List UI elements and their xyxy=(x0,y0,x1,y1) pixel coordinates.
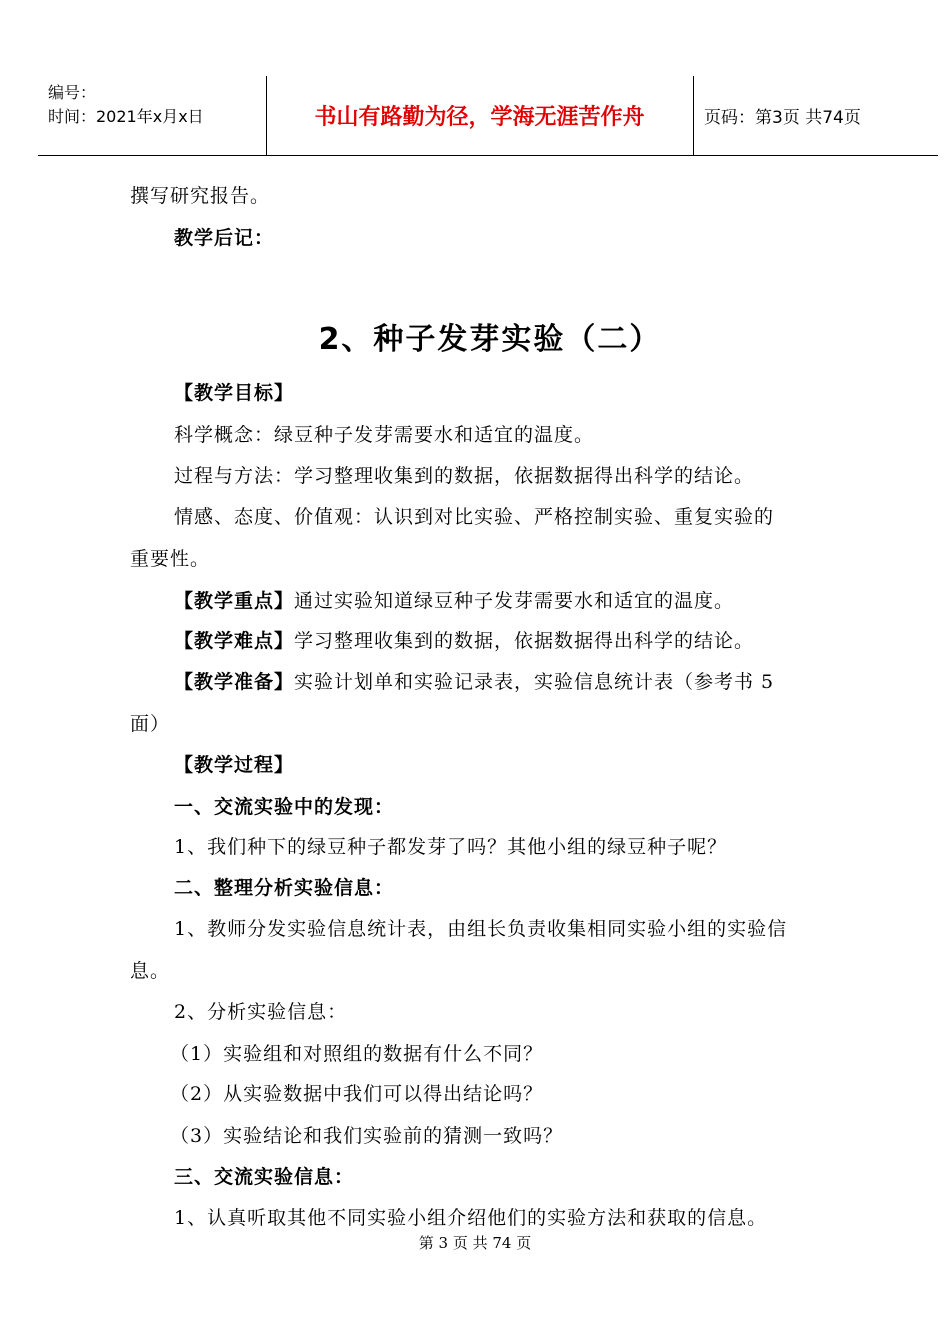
list-item: 2、分析实验信息： xyxy=(174,1001,348,1023)
list-item: 1、我们种下的绿豆种子都发芽了吗？其他小组的绿豆种子呢？ xyxy=(174,836,728,858)
goal-item: 过程与方法：学习整理收集到的数据，依据数据得出科学的结论。 xyxy=(174,465,755,487)
goals-heading: 【教学目标】 xyxy=(174,382,295,404)
process-heading: 【教学过程】 xyxy=(174,754,295,776)
goal-item-continued: 重要性。 xyxy=(130,548,211,570)
question-item: （3）实验结论和我们实验前的猜测一致吗？ xyxy=(170,1125,564,1147)
key-heading: 【教学重点】 xyxy=(174,590,295,612)
goal-item: 科学概念：绿豆种子发芽需要水和适宜的温度。 xyxy=(174,424,595,446)
section-heading: 一、交流实验中的发现： xyxy=(174,796,395,818)
preparation-heading: 【教学准备】 xyxy=(174,671,295,693)
list-item: 1、教师分发实验信息统计表，由组长负责收集相同实验小组的实验信 xyxy=(174,918,788,940)
header-left-cell xyxy=(38,76,266,155)
number-label: 编号： xyxy=(48,83,97,102)
section-heading: 三、交流实验信息： xyxy=(174,1166,355,1188)
header-motto: 书山有路勤为径，学海无涯苦作舟 xyxy=(314,105,645,130)
question-item: （1）实验组和对照组的数据有什么不同？ xyxy=(170,1043,544,1065)
section-heading: 二、整理分析实验信息： xyxy=(174,877,395,899)
list-item: 1、认真听取其他不同实验小组介绍他们的实验方法和获取的信息。 xyxy=(174,1207,768,1229)
difficulty-heading: 【教学难点】 xyxy=(174,630,295,652)
difficulty-point xyxy=(174,629,754,653)
list-item-continued: 息。 xyxy=(130,960,171,982)
key-text: 通过实验知道绿豆种子发芽需要水和适宜的温度。 xyxy=(294,590,735,612)
postscript-label: 教学后记： xyxy=(174,227,275,249)
header-page-info: 页码：第3页 共74页 xyxy=(704,108,861,128)
preparation-text: 实验计划单和实验记录表，实验信息统计表（参考书 5 xyxy=(294,671,775,693)
difficulty-text: 学习整理收集到的数据，依据数据得出科学的结论。 xyxy=(294,630,755,652)
paragraph: 撰写研究报告。 xyxy=(130,185,271,207)
goal-item: 情感、态度、价值观：认识到对比实验、严格控制实验、重复实验的 xyxy=(174,506,775,528)
preparation-continued: 面） xyxy=(130,713,171,735)
page-header xyxy=(38,76,938,156)
time-label: 时间：2021年x月x日 xyxy=(48,107,204,126)
key-point xyxy=(174,589,734,613)
page-footer: 第 3 页 共 74 页 xyxy=(418,1234,532,1252)
section-title: 2、种子发芽实验（二） xyxy=(318,322,662,357)
question-item: （2）从实验数据中我们可以得出结论吗？ xyxy=(170,1083,544,1105)
preparation xyxy=(174,670,774,694)
